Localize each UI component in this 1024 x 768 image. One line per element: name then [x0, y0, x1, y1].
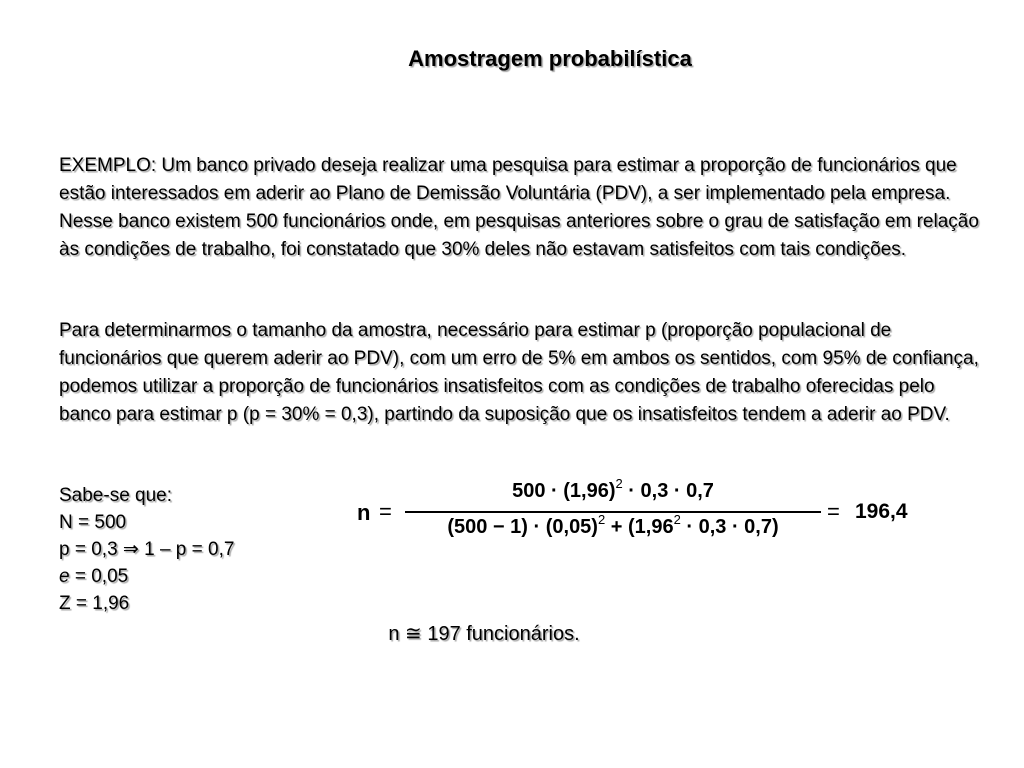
formula-result: 196,4: [855, 500, 908, 523]
numerator-part-b: · 0,3 · 0,7: [622, 480, 714, 502]
denominator-exponent-2: 2: [673, 512, 681, 527]
formula-lhs: n: [357, 500, 371, 525]
proportion-line: p = 0,3 ⇒ 1 – p = 0,7: [59, 539, 235, 560]
known-values: [59, 482, 234, 617]
page-title: Amostragem probabilística: [408, 46, 692, 71]
numerator-part-a: 500 · (1,96): [512, 480, 616, 502]
denominator-part-a: (500 − 1) · (0,05): [447, 516, 598, 538]
formula-numerator: [405, 476, 821, 503]
error-line: [59, 563, 234, 590]
conclusion: n ≅ 197 funcionários.: [388, 623, 580, 645]
z-value: Z = 1,96: [59, 593, 130, 614]
formula-equals-result: =: [827, 499, 840, 524]
error-symbol: e: [59, 566, 70, 587]
denominator-part-b: + (1,96: [605, 516, 674, 538]
known-heading: Sabe-se que:: [59, 485, 173, 506]
denominator-exponent-1: 2: [597, 512, 606, 527]
formula-denominator: [405, 512, 821, 539]
numerator-exponent: 2: [615, 476, 623, 491]
sample-size-formula: [357, 478, 937, 548]
sample-size-paragraph: Para determinarmos o tamanho da amostra, necessário para estimar p (proporção populacional de funcionários que querem aderir ao PDV), com um erro de 5% em ambos os sentidos, com 95% de confiança, podemos utilizar a proporção de funcionários insatisfeitos com as condições de trabalho oferecidas pelo banco para estimar p (p = 30% = 0,3), partindo da suposição que os insatisfeitos tendem a aderir ao PDV.: [59, 320, 979, 425]
denominator-part-c: · 0,3 · 0,7): [680, 516, 779, 538]
population-size: N = 500: [59, 512, 127, 533]
error-value: = 0,05: [69, 566, 129, 587]
example-paragraph: EXEMPLO: Um banco privado deseja realizar uma pesquisa para estimar a proporção de funcionários que estão interessados em aderir ao Plano de Demissão Voluntária (PDV), a ser implementado pela empresa. Nesse banco existem 500 funcionários onde, em pesquisas anteriores sobre o grau de satisfação em relação às condições de trabalho, foi constatado que 30% deles não estavam satisfeitos com tais condições.: [59, 155, 979, 260]
formula-equals: =: [379, 499, 392, 524]
fraction-bar: [405, 511, 821, 513]
